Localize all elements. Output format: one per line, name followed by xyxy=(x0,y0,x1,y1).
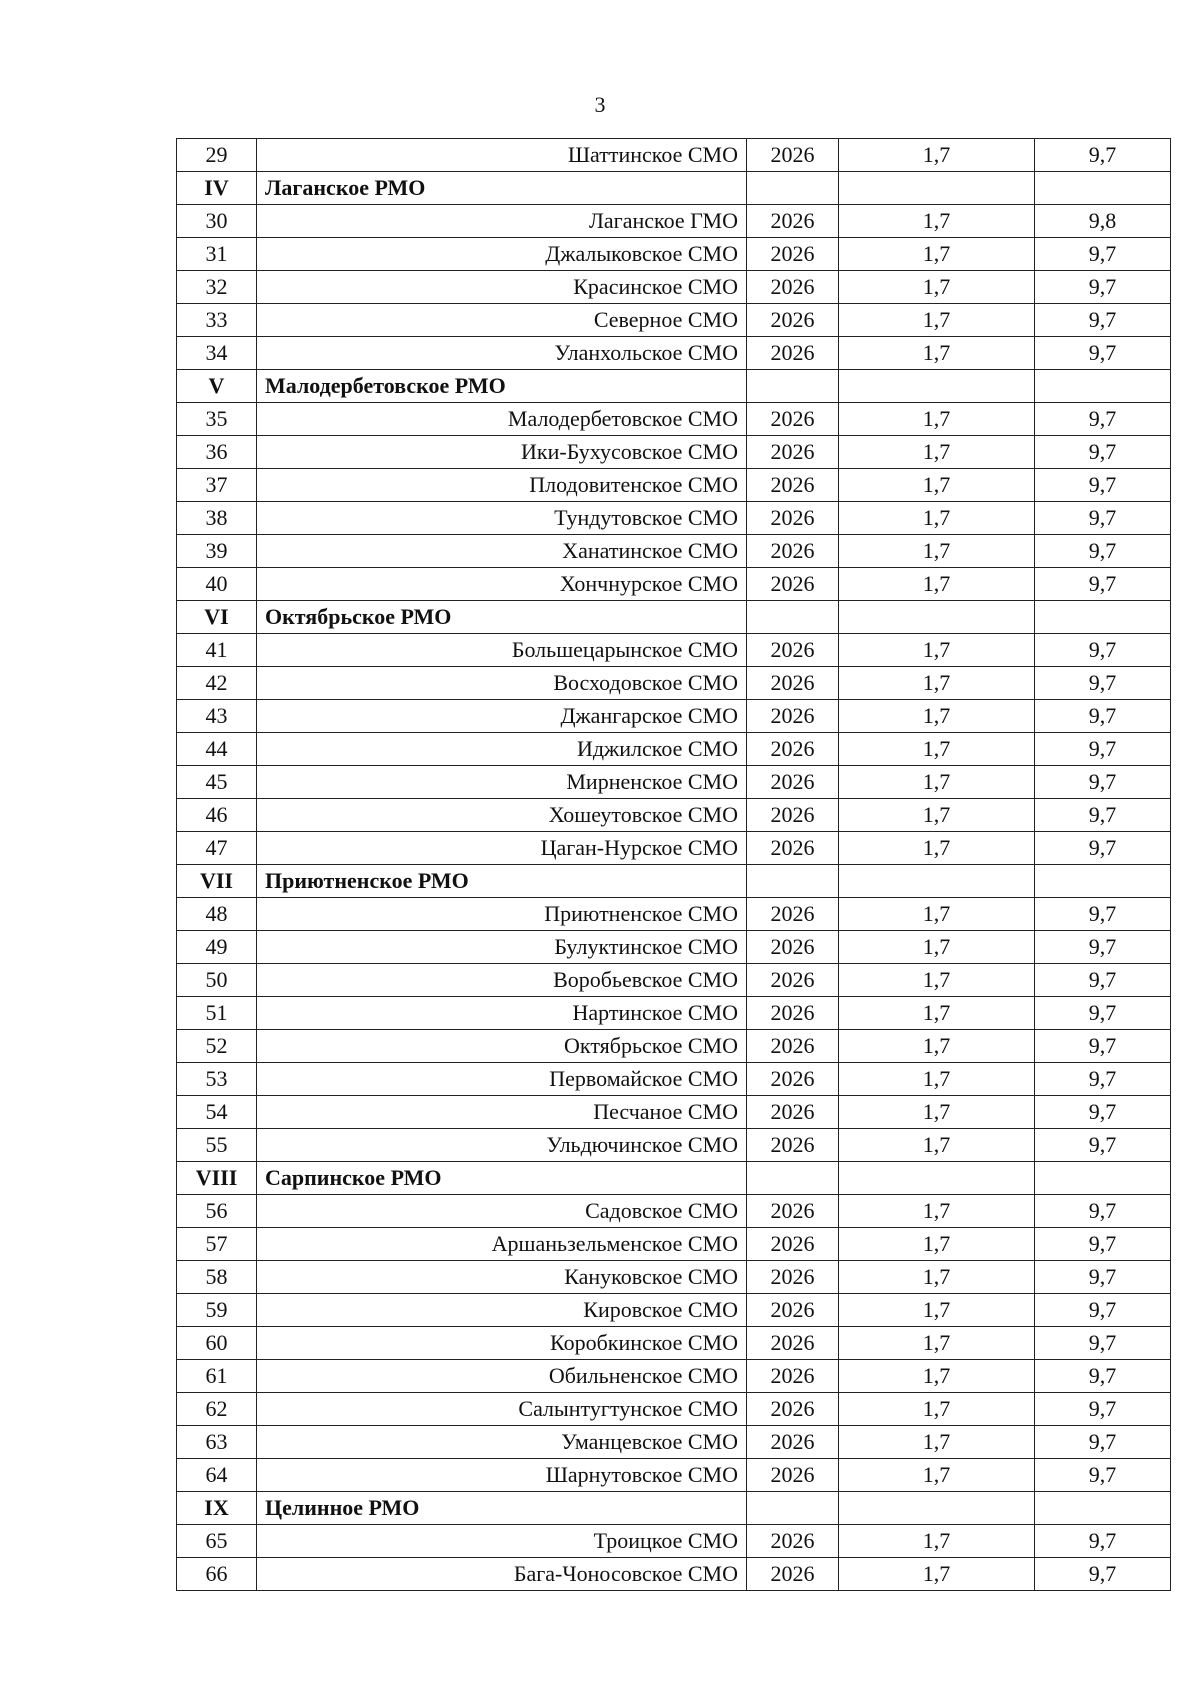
municipality-name-cell: Аршаньзельменское СМО xyxy=(257,1228,747,1261)
value-2-cell: 9,7 xyxy=(1035,700,1171,733)
district-name-cell: Целинное РМО xyxy=(257,1492,747,1525)
value-2-cell: 9,7 xyxy=(1035,1228,1171,1261)
year-cell: 2026 xyxy=(747,1030,839,1063)
group-header-row xyxy=(177,172,1171,205)
municipality-name-cell: Хончнурское СМО xyxy=(257,568,747,601)
value-1-cell xyxy=(839,1162,1035,1195)
page-number: 3 xyxy=(594,92,606,117)
row-number-cell: 54 xyxy=(177,1096,257,1129)
row-number-cell: 39 xyxy=(177,535,257,568)
value-2-cell: 9,7 xyxy=(1035,403,1171,436)
table-row xyxy=(177,568,1171,601)
row-number-cell: 59 xyxy=(177,1294,257,1327)
table-row xyxy=(177,1195,1171,1228)
municipality-name-cell: Красинское СМО xyxy=(257,271,747,304)
municipality-name-cell: Бага-Чоносовское СМО xyxy=(257,1558,747,1591)
table-row xyxy=(177,1096,1171,1129)
value-1-cell: 1,7 xyxy=(839,337,1035,370)
value-1-cell: 1,7 xyxy=(839,1261,1035,1294)
value-2-cell: 9,7 xyxy=(1035,139,1171,172)
district-name-cell: Сарпинское РМО xyxy=(257,1162,747,1195)
table-row xyxy=(177,832,1171,865)
row-number-cell: 61 xyxy=(177,1360,257,1393)
district-name-cell: Малодербетовское РМО xyxy=(257,370,747,403)
year-cell: 2026 xyxy=(747,634,839,667)
value-1-cell: 1,7 xyxy=(839,535,1035,568)
row-number-cell: 46 xyxy=(177,799,257,832)
table-row xyxy=(177,1327,1171,1360)
row-number-cell: 40 xyxy=(177,568,257,601)
table-row xyxy=(177,238,1171,271)
year-cell: 2026 xyxy=(747,733,839,766)
value-1-cell: 1,7 xyxy=(839,1360,1035,1393)
value-2-cell: 9,7 xyxy=(1035,1525,1171,1558)
municipality-name-cell: Песчаное СМО xyxy=(257,1096,747,1129)
row-number-cell: 35 xyxy=(177,403,257,436)
value-2-cell: 9,7 xyxy=(1035,1393,1171,1426)
year-cell: 2026 xyxy=(747,1261,839,1294)
value-2-cell: 9,7 xyxy=(1035,931,1171,964)
table-row xyxy=(177,403,1171,436)
value-2-cell: 9,7 xyxy=(1035,733,1171,766)
year-cell: 2026 xyxy=(747,1096,839,1129)
value-1-cell: 1,7 xyxy=(839,469,1035,502)
municipality-name-cell: Мирненское СМО xyxy=(257,766,747,799)
municipality-name-cell: Кануковское СМО xyxy=(257,1261,747,1294)
value-1-cell: 1,7 xyxy=(839,205,1035,238)
year-cell: 2026 xyxy=(747,502,839,535)
value-2-cell: 9,7 xyxy=(1035,1096,1171,1129)
municipality-name-cell: Малодербетовское СМО xyxy=(257,403,747,436)
value-1-cell: 1,7 xyxy=(839,1459,1035,1492)
row-number-cell: V xyxy=(177,370,257,403)
municipality-name-cell: Плодовитенское СМО xyxy=(257,469,747,502)
year-cell: 2026 xyxy=(747,1294,839,1327)
year-cell xyxy=(747,370,839,403)
row-number-cell: 29 xyxy=(177,139,257,172)
year-cell: 2026 xyxy=(747,832,839,865)
row-number-cell: 44 xyxy=(177,733,257,766)
year-cell: 2026 xyxy=(747,1459,839,1492)
year-cell: 2026 xyxy=(747,1393,839,1426)
municipality-name-cell: Ики-Бухусовское СМО xyxy=(257,436,747,469)
table-row xyxy=(177,766,1171,799)
value-1-cell: 1,7 xyxy=(839,139,1035,172)
value-1-cell xyxy=(839,601,1035,634)
table-row xyxy=(177,634,1171,667)
table-body xyxy=(177,139,1171,1591)
row-number-cell: 64 xyxy=(177,1459,257,1492)
value-2-cell: 9,7 xyxy=(1035,502,1171,535)
row-number-cell: 56 xyxy=(177,1195,257,1228)
row-number-cell: 52 xyxy=(177,1030,257,1063)
row-number-cell: 58 xyxy=(177,1261,257,1294)
table-row xyxy=(177,469,1171,502)
value-1-cell: 1,7 xyxy=(839,1129,1035,1162)
year-cell xyxy=(747,1162,839,1195)
year-cell: 2026 xyxy=(747,1558,839,1591)
value-1-cell: 1,7 xyxy=(839,1393,1035,1426)
municipality-name-cell: Шаттинское СМО xyxy=(257,139,747,172)
row-number-cell: IX xyxy=(177,1492,257,1525)
value-1-cell: 1,7 xyxy=(839,1327,1035,1360)
municipality-name-cell: Ульдючинское СМО xyxy=(257,1129,747,1162)
value-1-cell: 1,7 xyxy=(839,898,1035,931)
row-number-cell: 42 xyxy=(177,667,257,700)
municipality-name-cell: Джангарское СМО xyxy=(257,700,747,733)
row-number-cell: 36 xyxy=(177,436,257,469)
value-1-cell: 1,7 xyxy=(839,304,1035,337)
year-cell: 2026 xyxy=(747,667,839,700)
row-number-cell: 38 xyxy=(177,502,257,535)
row-number-cell: 65 xyxy=(177,1525,257,1558)
group-header-row xyxy=(177,1162,1171,1195)
municipality-name-cell: Тундутовское СМО xyxy=(257,502,747,535)
table-row xyxy=(177,799,1171,832)
year-cell: 2026 xyxy=(747,271,839,304)
year-cell: 2026 xyxy=(747,535,839,568)
value-2-cell: 9,7 xyxy=(1035,1063,1171,1096)
row-number-cell: 63 xyxy=(177,1426,257,1459)
value-2-cell: 9,7 xyxy=(1035,1558,1171,1591)
table-row xyxy=(177,1261,1171,1294)
municipalities-table xyxy=(176,138,1171,1591)
row-number-cell: 53 xyxy=(177,1063,257,1096)
row-number-cell: 45 xyxy=(177,766,257,799)
row-number-cell: 30 xyxy=(177,205,257,238)
value-2-cell: 9,7 xyxy=(1035,469,1171,502)
row-number-cell: 34 xyxy=(177,337,257,370)
value-1-cell: 1,7 xyxy=(839,1294,1035,1327)
row-number-cell: 48 xyxy=(177,898,257,931)
value-2-cell: 9,7 xyxy=(1035,238,1171,271)
row-number-cell: 66 xyxy=(177,1558,257,1591)
year-cell: 2026 xyxy=(747,799,839,832)
value-1-cell: 1,7 xyxy=(839,1525,1035,1558)
value-1-cell xyxy=(839,172,1035,205)
row-number-cell: VIII xyxy=(177,1162,257,1195)
value-2-cell: 9,7 xyxy=(1035,436,1171,469)
table-row xyxy=(177,667,1171,700)
group-header-row xyxy=(177,865,1171,898)
value-1-cell: 1,7 xyxy=(839,1558,1035,1591)
year-cell: 2026 xyxy=(747,568,839,601)
table-row xyxy=(177,502,1171,535)
row-number-cell: IV xyxy=(177,172,257,205)
municipality-name-cell: Восходовское СМО xyxy=(257,667,747,700)
table-row xyxy=(177,1558,1171,1591)
year-cell: 2026 xyxy=(747,1360,839,1393)
table-row xyxy=(177,337,1171,370)
value-2-cell: 9,7 xyxy=(1035,271,1171,304)
row-number-cell: 37 xyxy=(177,469,257,502)
table-row xyxy=(177,436,1171,469)
value-1-cell xyxy=(839,1492,1035,1525)
value-1-cell: 1,7 xyxy=(839,931,1035,964)
table-row xyxy=(177,700,1171,733)
group-header-row xyxy=(177,601,1171,634)
table-row xyxy=(177,1063,1171,1096)
table-row xyxy=(177,931,1171,964)
year-cell: 2026 xyxy=(747,997,839,1030)
value-1-cell: 1,7 xyxy=(839,766,1035,799)
value-2-cell: 9,7 xyxy=(1035,634,1171,667)
value-2-cell: 9,7 xyxy=(1035,1195,1171,1228)
value-2-cell: 9,7 xyxy=(1035,1294,1171,1327)
municipality-name-cell: Октябрьское СМО xyxy=(257,1030,747,1063)
row-number-cell: VI xyxy=(177,601,257,634)
row-number-cell: 47 xyxy=(177,832,257,865)
row-number-cell: 31 xyxy=(177,238,257,271)
row-number-cell: 60 xyxy=(177,1327,257,1360)
value-2-cell xyxy=(1035,1492,1171,1525)
table-row xyxy=(177,205,1171,238)
value-2-cell: 9,7 xyxy=(1035,337,1171,370)
table-row xyxy=(177,304,1171,337)
value-1-cell: 1,7 xyxy=(839,271,1035,304)
value-2-cell: 9,7 xyxy=(1035,1030,1171,1063)
value-1-cell: 1,7 xyxy=(839,436,1035,469)
table-row xyxy=(177,1426,1171,1459)
year-cell: 2026 xyxy=(747,1426,839,1459)
table-row xyxy=(177,1030,1171,1063)
year-cell: 2026 xyxy=(747,1195,839,1228)
year-cell: 2026 xyxy=(747,205,839,238)
table-row xyxy=(177,1360,1171,1393)
value-1-cell: 1,7 xyxy=(839,1063,1035,1096)
value-1-cell: 1,7 xyxy=(839,568,1035,601)
year-cell: 2026 xyxy=(747,964,839,997)
municipality-name-cell: Джалыковское СМО xyxy=(257,238,747,271)
municipality-name-cell: Большецарынское СМО xyxy=(257,634,747,667)
district-name-cell: Приютненское РМО xyxy=(257,865,747,898)
group-header-row xyxy=(177,1492,1171,1525)
year-cell xyxy=(747,172,839,205)
table-row xyxy=(177,535,1171,568)
municipality-name-cell: Нартинское СМО xyxy=(257,997,747,1030)
municipality-name-cell: Обильненское СМО xyxy=(257,1360,747,1393)
table-row xyxy=(177,1393,1171,1426)
table-row xyxy=(177,997,1171,1030)
value-1-cell: 1,7 xyxy=(839,403,1035,436)
year-cell: 2026 xyxy=(747,238,839,271)
table-row xyxy=(177,139,1171,172)
municipality-name-cell: Шарнутовское СМО xyxy=(257,1459,747,1492)
year-cell: 2026 xyxy=(747,766,839,799)
municipality-name-cell: Северное СМО xyxy=(257,304,747,337)
year-cell: 2026 xyxy=(747,1228,839,1261)
value-2-cell: 9,7 xyxy=(1035,667,1171,700)
value-2-cell: 9,7 xyxy=(1035,898,1171,931)
year-cell: 2026 xyxy=(747,139,839,172)
table-row xyxy=(177,1294,1171,1327)
year-cell: 2026 xyxy=(747,469,839,502)
row-number-cell: 57 xyxy=(177,1228,257,1261)
municipality-name-cell: Уманцевское СМО xyxy=(257,1426,747,1459)
year-cell: 2026 xyxy=(747,898,839,931)
value-2-cell: 9,7 xyxy=(1035,535,1171,568)
value-2-cell: 9,7 xyxy=(1035,1459,1171,1492)
year-cell xyxy=(747,601,839,634)
year-cell xyxy=(747,865,839,898)
municipality-name-cell: Приютненское СМО xyxy=(257,898,747,931)
value-1-cell: 1,7 xyxy=(839,964,1035,997)
value-2-cell xyxy=(1035,172,1171,205)
district-name-cell: Лаганское РМО xyxy=(257,172,747,205)
value-1-cell: 1,7 xyxy=(839,997,1035,1030)
value-1-cell: 1,7 xyxy=(839,700,1035,733)
value-2-cell: 9,7 xyxy=(1035,964,1171,997)
value-2-cell: 9,8 xyxy=(1035,205,1171,238)
municipality-name-cell: Троицкое СМО xyxy=(257,1525,747,1558)
value-2-cell: 9,7 xyxy=(1035,1129,1171,1162)
year-cell: 2026 xyxy=(747,1129,839,1162)
district-name-cell: Октябрьское РМО xyxy=(257,601,747,634)
municipality-name-cell: Кировское СМО xyxy=(257,1294,747,1327)
municipality-name-cell: Цаган-Нурское СМО xyxy=(257,832,747,865)
value-2-cell: 9,7 xyxy=(1035,568,1171,601)
value-2-cell: 9,7 xyxy=(1035,1327,1171,1360)
value-2-cell: 9,7 xyxy=(1035,1261,1171,1294)
table-row xyxy=(177,964,1171,997)
row-number-cell: 43 xyxy=(177,700,257,733)
row-number-cell: 55 xyxy=(177,1129,257,1162)
year-cell: 2026 xyxy=(747,337,839,370)
table-row xyxy=(177,1459,1171,1492)
value-1-cell: 1,7 xyxy=(839,832,1035,865)
municipality-name-cell: Первомайское СМО xyxy=(257,1063,747,1096)
row-number-cell: 51 xyxy=(177,997,257,1030)
value-2-cell: 9,7 xyxy=(1035,1426,1171,1459)
table-row xyxy=(177,733,1171,766)
value-2-cell xyxy=(1035,1162,1171,1195)
value-1-cell: 1,7 xyxy=(839,238,1035,271)
table-row xyxy=(177,1525,1171,1558)
row-number-cell: 41 xyxy=(177,634,257,667)
value-2-cell: 9,7 xyxy=(1035,304,1171,337)
year-cell: 2026 xyxy=(747,436,839,469)
table-row xyxy=(177,898,1171,931)
table-row xyxy=(177,1129,1171,1162)
municipality-name-cell: Салынтугтунское СМО xyxy=(257,1393,747,1426)
year-cell xyxy=(747,1492,839,1525)
year-cell: 2026 xyxy=(747,931,839,964)
value-2-cell xyxy=(1035,601,1171,634)
value-2-cell xyxy=(1035,370,1171,403)
value-1-cell: 1,7 xyxy=(839,502,1035,535)
value-1-cell: 1,7 xyxy=(839,1228,1035,1261)
year-cell: 2026 xyxy=(747,700,839,733)
municipality-name-cell: Коробкинское СМО xyxy=(257,1327,747,1360)
municipality-name-cell: Лаганское ГМО xyxy=(257,205,747,238)
value-1-cell xyxy=(839,370,1035,403)
municipality-name-cell: Иджилское СМО xyxy=(257,733,747,766)
row-number-cell: 33 xyxy=(177,304,257,337)
municipality-name-cell: Воробьевское СМО xyxy=(257,964,747,997)
value-1-cell xyxy=(839,865,1035,898)
table-row xyxy=(177,1228,1171,1261)
value-1-cell: 1,7 xyxy=(839,1030,1035,1063)
value-2-cell: 9,7 xyxy=(1035,766,1171,799)
year-cell: 2026 xyxy=(747,1063,839,1096)
value-2-cell xyxy=(1035,865,1171,898)
value-2-cell: 9,7 xyxy=(1035,1360,1171,1393)
year-cell: 2026 xyxy=(747,304,839,337)
row-number-cell: 50 xyxy=(177,964,257,997)
municipality-name-cell: Ханатинское СМО xyxy=(257,535,747,568)
row-number-cell: 32 xyxy=(177,271,257,304)
municipality-name-cell: Булуктинское СМО xyxy=(257,931,747,964)
municipality-name-cell: Садовское СМО xyxy=(257,1195,747,1228)
year-cell: 2026 xyxy=(747,403,839,436)
year-cell: 2026 xyxy=(747,1327,839,1360)
year-cell: 2026 xyxy=(747,1525,839,1558)
value-1-cell: 1,7 xyxy=(839,733,1035,766)
value-1-cell: 1,7 xyxy=(839,667,1035,700)
municipality-name-cell: Уланхольское СМО xyxy=(257,337,747,370)
table-row xyxy=(177,271,1171,304)
value-1-cell: 1,7 xyxy=(839,799,1035,832)
value-1-cell: 1,7 xyxy=(839,1096,1035,1129)
value-2-cell: 9,7 xyxy=(1035,997,1171,1030)
row-number-cell: 62 xyxy=(177,1393,257,1426)
value-1-cell: 1,7 xyxy=(839,1195,1035,1228)
value-2-cell: 9,7 xyxy=(1035,799,1171,832)
municipality-name-cell: Хошеутовское СМО xyxy=(257,799,747,832)
row-number-cell: VII xyxy=(177,865,257,898)
value-1-cell: 1,7 xyxy=(839,1426,1035,1459)
value-1-cell: 1,7 xyxy=(839,634,1035,667)
row-number-cell: 49 xyxy=(177,931,257,964)
value-2-cell: 9,7 xyxy=(1035,832,1171,865)
group-header-row xyxy=(177,370,1171,403)
